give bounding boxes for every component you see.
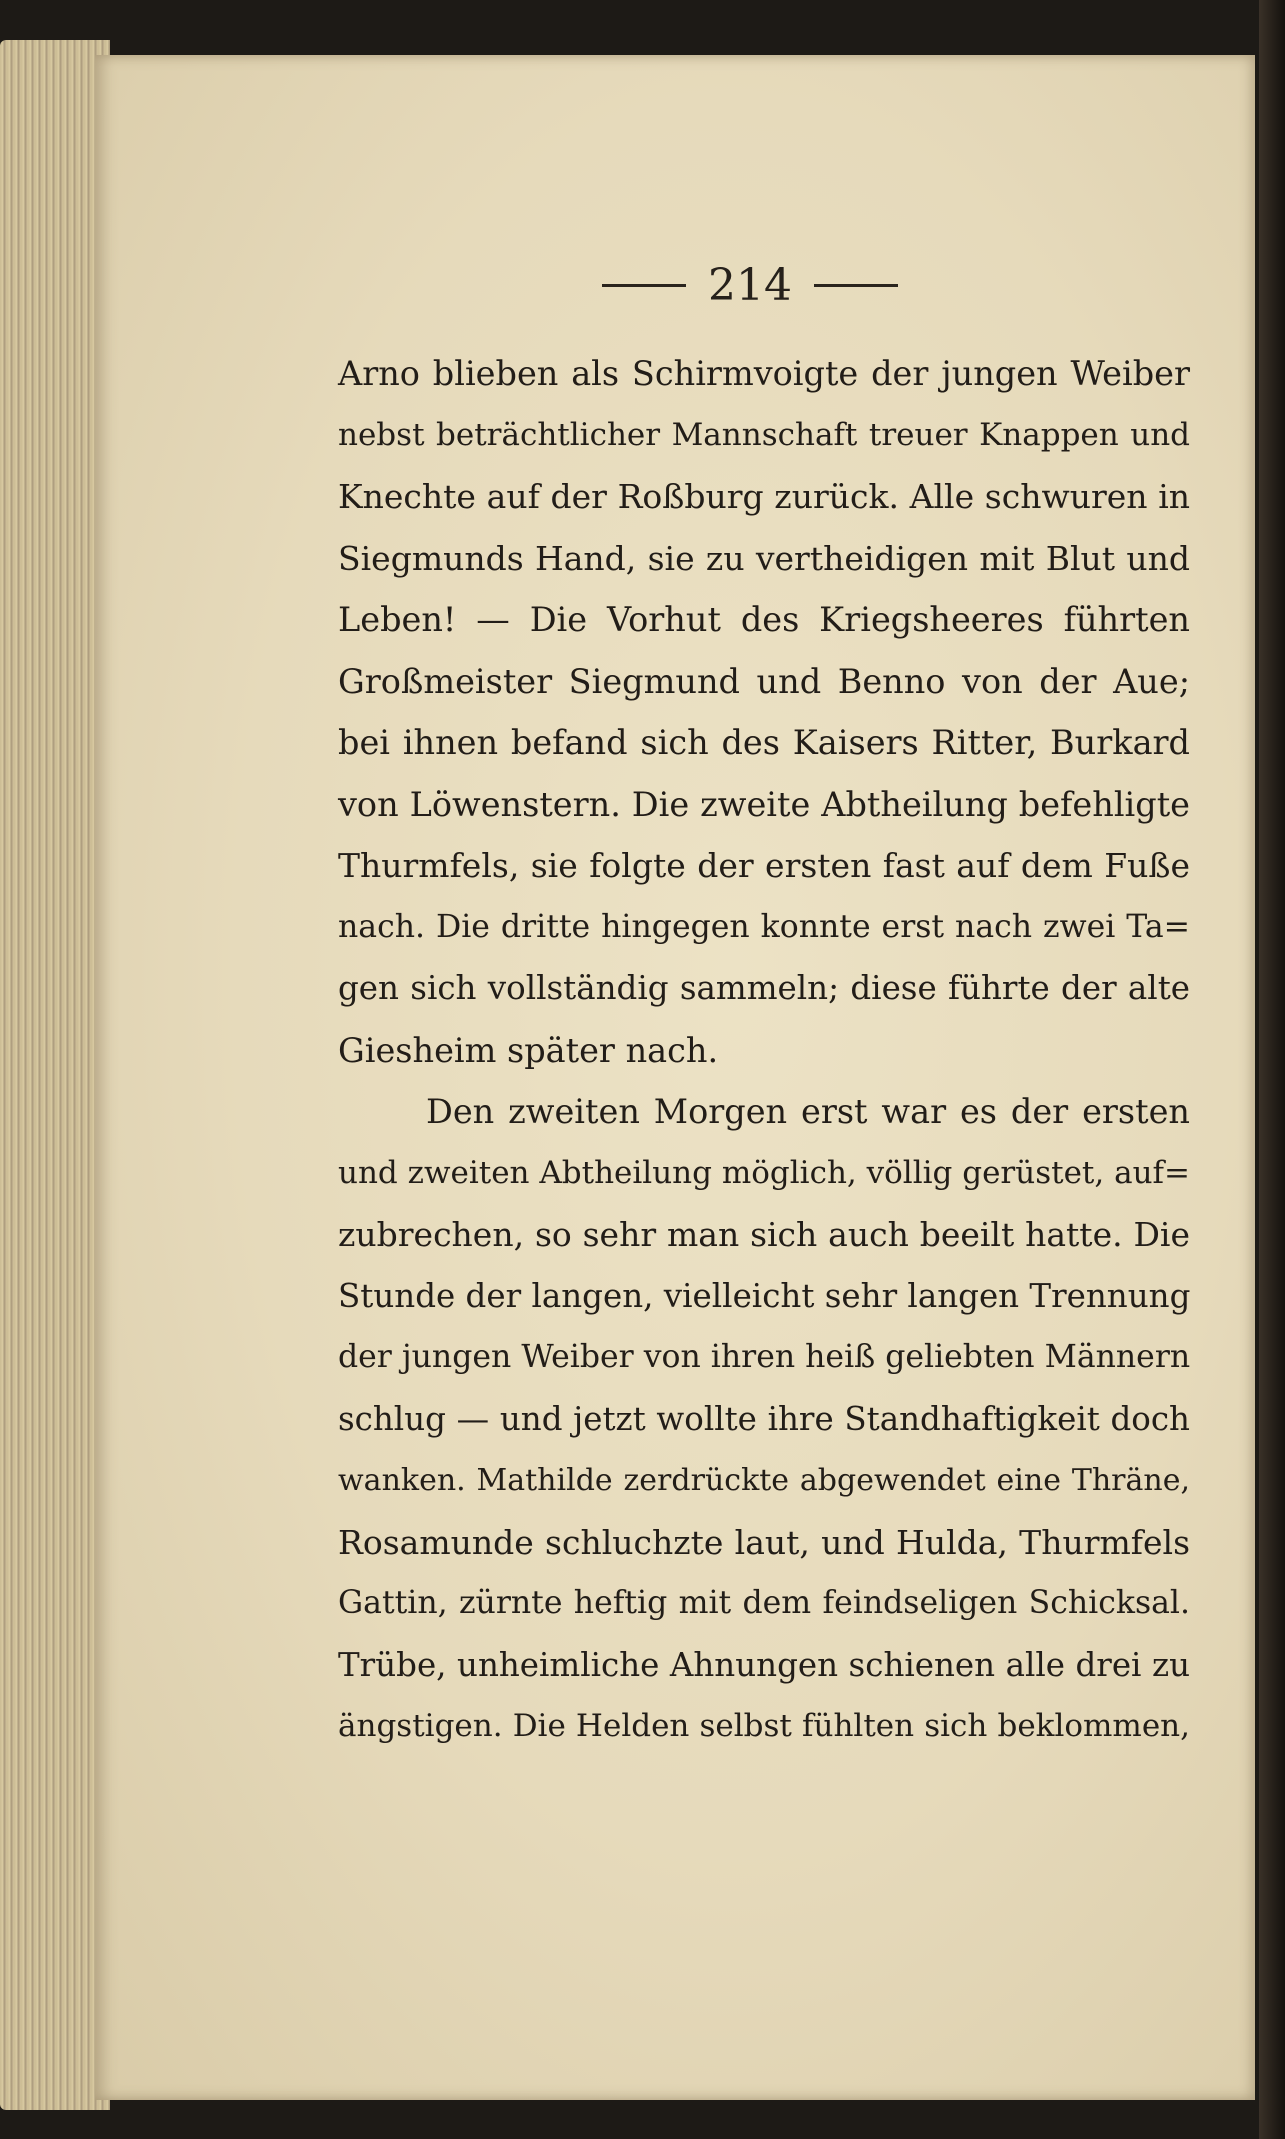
text-line: Siegmunds Hand, sie zu vertheidigen mit Blut und bbox=[338, 538, 1190, 578]
text-line: von Löwenstern. Die zweite Abtheilung befehligte bbox=[338, 784, 1190, 824]
text-line: und zweiten Abtheilung möglich, völlig gerüstet, auf= bbox=[338, 1154, 1190, 1191]
page-number: 214 bbox=[708, 259, 792, 311]
page-edges bbox=[0, 40, 110, 2110]
text-line: schlug — und jetzt wollte ihre Standhaftigkeit doch bbox=[338, 1399, 1190, 1438]
text-line: Trübe, unheimliche Ahnungen schienen alle drei zu bbox=[338, 1645, 1190, 1684]
text-line: Den zweiten Morgen erst war es der ersten bbox=[426, 1092, 1190, 1131]
text-line: Giesheim später nach. bbox=[338, 1030, 719, 1070]
text-line: Großmeister Siegmund und Benno von der Aue; bbox=[338, 661, 1190, 701]
text-line: Knechte auf der Roßburg zurück. Alle schwuren in bbox=[338, 477, 1190, 516]
text-line: Arno blieben als Schirmvoigte der jungen Weiber bbox=[338, 354, 1190, 393]
text-line: Thurmfels, sie folgte der ersten fast auf dem Fuße bbox=[338, 846, 1190, 885]
text-line: wanken. Mathilde zerdrückte abgewendet eine Thräne, bbox=[338, 1463, 1190, 1498]
text-line: zubrechen, so sehr man sich auch beeilt hatte. Die bbox=[338, 1215, 1190, 1254]
page-header bbox=[560, 255, 940, 315]
header-dash-left bbox=[602, 284, 686, 287]
book-spine bbox=[1259, 0, 1285, 2139]
header-dash-right bbox=[814, 284, 898, 287]
text-line: nebst beträchtlicher Mannschaft treuer Knappen und bbox=[338, 416, 1190, 453]
paragraph-1 bbox=[338, 343, 1190, 1081]
paragraph-2 bbox=[338, 1081, 1190, 1758]
text-line: der jungen Weiber von ihren heiß geliebten Männern bbox=[338, 1339, 1191, 1375]
body-text bbox=[338, 343, 1190, 1758]
text-line: Leben! — Die Vorhut des Kriegsheeres führten bbox=[338, 600, 1190, 639]
text-line: gen sich vollständig sammeln; diese führte der alte bbox=[338, 969, 1190, 1007]
text-line: Stunde der langen, vielleicht sehr langen Trennung bbox=[338, 1276, 1191, 1315]
text-line: nach. Die dritte hingegen konnte erst nach zwei Ta= bbox=[338, 908, 1190, 945]
text-line: ängstigen. Die Helden selbst fühlten sich beklommen, bbox=[338, 1708, 1190, 1744]
text-line: bei ihnen befand sich des Kaisers Ritter, Burkard bbox=[338, 723, 1190, 762]
text-line: Rosamunde schluchzte laut, und Hulda, Thurmfels bbox=[338, 1522, 1190, 1562]
text-line: Gattin, zürnte heftig mit dem feindseligen Schicksal. bbox=[338, 1585, 1190, 1621]
